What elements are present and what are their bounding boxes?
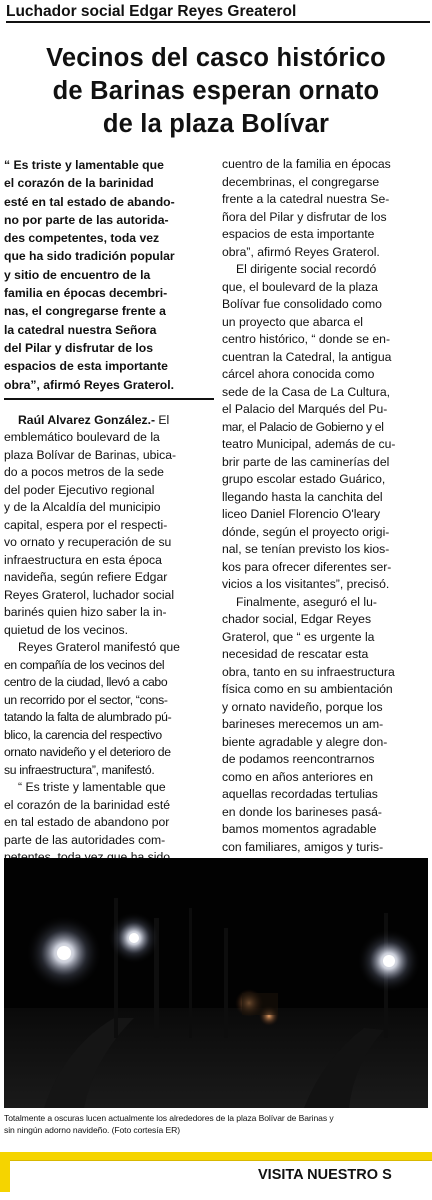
body-line: emblemático boulevard de la — [4, 430, 160, 445]
body-line: Graterol, que “ es urgente la — [222, 629, 375, 644]
caption-line: Totalmente a oscuras lucen actualmente los alrededores de la plaza Bolívar de Barinas y — [4, 1113, 334, 1123]
body-line: vicios a los visitantes”, precisó. — [222, 577, 390, 591]
body-line: un recorrido por el sector, “cons- — [4, 692, 168, 707]
pull-quote-line: “ Es triste y lamentable que — [4, 158, 164, 172]
body-line: sede de la Casa de La Cultura, — [222, 384, 391, 399]
body-line: aquellas recordadas tertulias — [222, 787, 378, 801]
pull-quote-line: des competentes, toda vez — [4, 231, 160, 246]
body-line: tatando la falta de alumbrado pú- — [4, 710, 172, 725]
body-line: decembrinas, el congregarse — [222, 174, 380, 189]
body-line: barinés quien hizo saber la in- — [4, 605, 167, 620]
body-line: de podamos reencontrarnos — [222, 752, 375, 766]
promo-banner[interactable] — [0, 1152, 432, 1192]
body-line: centro de la ciudad, llevó a cabo — [4, 675, 168, 690]
body-line: ñora del Pilar y disfrutar de los — [222, 209, 387, 224]
body-line: como en años anteriores en — [222, 769, 374, 784]
body-line: obra, tanto en su infraestructura — [222, 664, 395, 679]
headline-line: de la plaza Bolívar — [102, 110, 330, 138]
body-line: frente a la catedral nuestra Se- — [222, 192, 390, 206]
pull-quote-line: la catedral nuestra Señora — [4, 322, 157, 337]
body-line: en donde los barineses pasá- — [222, 804, 382, 819]
body-line: infraestructura en esta época — [4, 552, 162, 567]
headline-line: Vecinos del casco histórico — [46, 44, 386, 72]
body-line: mar, el Palacio de Gobierno y el — [222, 419, 384, 434]
kicker: Luchador social Edgar Reyes Greaterol — [6, 3, 430, 23]
body-line: vo ornato y recuperación de su — [4, 535, 172, 550]
body-line: navideña, según refiere Edgar — [4, 570, 168, 585]
headline-line: de Barinas esperan ornato — [52, 77, 380, 105]
pull-quote-line: el corazón de la barinidad — [4, 176, 154, 191]
body-line: teatro Municipal, además de cu- — [222, 437, 396, 451]
body-line: del poder Ejecutivo regional — [4, 482, 155, 497]
photo-caption — [4, 1113, 428, 1136]
body-line: el corazón de la barinidad esté — [4, 797, 170, 812]
body-line: ornato navideño y el deterioro de — [4, 745, 171, 760]
body-line: chador social, Edgar Reyes — [222, 612, 372, 626]
pull-quote-line: que ha sido tradición popular — [4, 249, 175, 264]
night-scene-graphic — [4, 858, 428, 1108]
body-line: quietud de los vecinos. — [4, 622, 128, 637]
right-column — [222, 156, 428, 874]
left-column — [4, 156, 214, 884]
body-line: Reyes Graterol, luchador social — [4, 587, 175, 602]
pull-quote-line: espacios de esta importante — [4, 359, 168, 374]
body-line: llegando hasta la canchita del — [222, 489, 383, 504]
body-line: necesidad de rescatar esta — [222, 647, 369, 661]
body-line: capital, espera por el respecti- — [4, 517, 168, 532]
body-line: bamos momentos agradable — [222, 822, 377, 836]
pull-quote-line: familia en épocas decembri- — [4, 286, 168, 301]
body-line: parte de las autoridades com- — [4, 832, 166, 847]
body-line: en compañía de los vecinos del — [4, 657, 165, 672]
body-line: centro histórico, “ donde se en- — [222, 332, 391, 346]
pull-quote-line: obra”, afirmó Reyes Graterol. — [4, 377, 175, 392]
body-line: do a pocos metros de la sede — [4, 465, 164, 480]
byline-line — [4, 412, 214, 430]
body-line: biente agradable y alegre don- — [222, 734, 388, 749]
body-line: y ornato navideño, porque los — [222, 699, 383, 714]
body-line: “ Es triste y lamentable que — [18, 780, 166, 795]
headline — [4, 42, 428, 141]
night-street-photo — [4, 858, 428, 1108]
body-line: Reyes Graterol manifestó que — [18, 640, 180, 655]
banner-text: VISITA NUESTRO S — [258, 1167, 392, 1183]
body-line: Finalmente, aseguró el lu- — [236, 594, 377, 609]
body-line: cuentran la Catedral, la antigua — [222, 349, 392, 364]
body-line: y de la Alcaldía del municipio — [4, 500, 161, 515]
body-line: obra”, afirmó Reyes Graterol. — [222, 244, 380, 259]
pull-quote — [4, 156, 214, 400]
body-line: nal, se tenían previsto los kios- — [222, 542, 390, 556]
body-line: liceo Daniel Florencio O'leary — [222, 507, 381, 521]
byline: Raúl Alvarez González.- — [18, 412, 156, 427]
body-line: cuentro de la familia en épocas — [222, 157, 391, 171]
body-line: espacios de esta importante — [222, 227, 375, 241]
body-line: barineses merecemos un am- — [222, 717, 384, 731]
body-line: Bolívar fue consolidado como — [222, 297, 382, 311]
body-line: un proyecto que abarca el — [222, 314, 363, 329]
body-line: el Palacio del Marqués del Pu- — [222, 402, 388, 416]
body-line: su infraestructura”, manifestó. — [4, 762, 155, 777]
caption-line: sin ningún adorno navideño. (Foto cortesía ER) — [4, 1124, 180, 1135]
body-line: blico, la carencia del respectivo — [4, 727, 162, 742]
body-line: dónde, según el proyecto origi- — [222, 524, 390, 539]
pull-quote-line: nas, el congregarse frente a — [4, 304, 166, 319]
pull-quote-line: esté en tal estado de abando- — [4, 194, 175, 209]
body-line: física como en su ambientación — [222, 682, 393, 696]
body-line: plaza Bolívar de Barinas, ubica- — [4, 447, 177, 462]
left-body — [4, 412, 214, 885]
body-line: cárcel ahora conocida como — [222, 367, 375, 381]
body-line: El — [155, 412, 170, 427]
body-line: que, el boulevard de la plaza — [222, 279, 378, 294]
body-line: grupo escolar estado Guárico, — [222, 472, 386, 486]
pull-quote-line: no por parte de las autorida- — [4, 212, 169, 227]
body-line: con familiares, amigos y turis- — [222, 839, 384, 854]
body-line: kos para ofrecer diferentes ser- — [222, 559, 392, 574]
pull-quote-line: y sitio de encuentro de la — [4, 267, 151, 282]
body-line: El dirigente social recordó — [236, 262, 377, 276]
pull-quote-line: del Pilar y disfrutar de los — [4, 340, 154, 355]
body-line: brir parte de las caminerías del — [222, 454, 390, 469]
body-line: en tal estado de abandono por — [4, 815, 170, 830]
